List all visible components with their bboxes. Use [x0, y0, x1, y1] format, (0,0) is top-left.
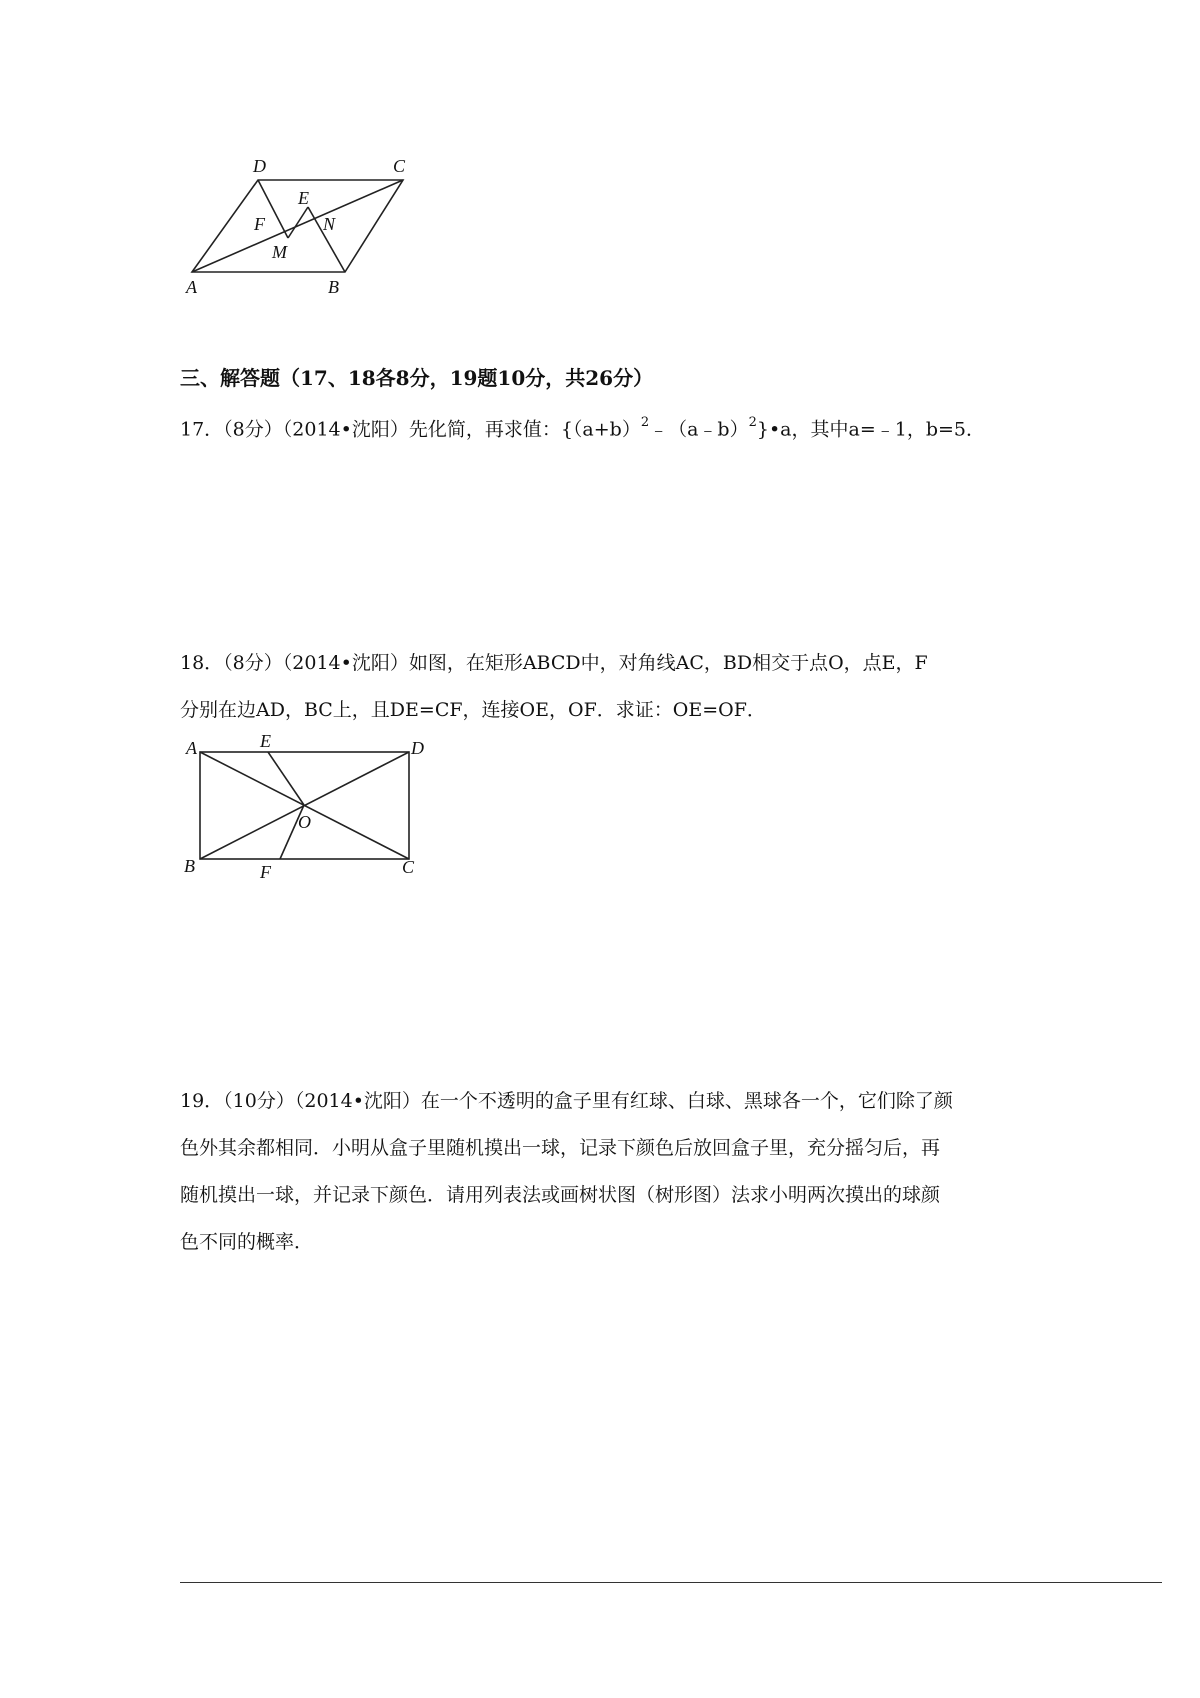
- label-b: B: [328, 277, 339, 297]
- q19-line-4: 色不同的概率．: [180, 1231, 314, 1253]
- q17-exponent-1: 2: [640, 415, 650, 430]
- label-a: A: [186, 277, 197, 297]
- section-title: 三、解答题（17、18各8分，19题10分，共26分）: [180, 366, 654, 390]
- label-m: M: [272, 242, 287, 262]
- label-c: C: [393, 156, 406, 176]
- parallelogram-diagram: [180, 150, 420, 300]
- q17-exponent-2: 2: [748, 415, 757, 430]
- label-d: D: [411, 738, 424, 758]
- rectangle-diagram: [180, 732, 430, 882]
- label-c: C: [402, 857, 415, 877]
- q19-line-2: 色外其余都相同．小明从盒子里随机摸出一球，记录下颜色后放回盒子里，充分摇匀后，再: [180, 1137, 941, 1159]
- q19-line-3: 随机摸出一球，并记录下颜色．请用列表法或画树状图（树形图）法求小明两次摸出的球颜: [180, 1184, 941, 1206]
- label-n: N: [323, 214, 336, 234]
- question-19: [180, 1078, 1040, 1266]
- q17-mid: ﹣（a﹣b）: [649, 418, 749, 441]
- label-a: A: [186, 738, 197, 758]
- label-f: F: [254, 214, 265, 234]
- q19-line-1: 19．（10分）（2014•沈阳）在一个不透明的盒子里有红球、白球、黑球各一个，它们除了颜: [180, 1090, 953, 1112]
- question-17: [180, 401, 1040, 453]
- label-e: E: [260, 732, 271, 751]
- label-d: D: [253, 156, 266, 176]
- parallelogram-figure: [180, 150, 420, 300]
- label-e: E: [298, 188, 309, 208]
- question-18: [180, 640, 1040, 734]
- segment-oe: [268, 752, 304, 805]
- label-o: O: [298, 812, 311, 832]
- label-f: F: [260, 862, 271, 882]
- q17-prefix: 17．（8分）（2014•沈阳）先化简，再求值：{（a+b）: [180, 418, 641, 441]
- label-b: B: [184, 856, 195, 876]
- q18-line-2: 分别在边AD，BC上，且DE=CF，连接OE，OF．求证：OE=OF．: [180, 699, 766, 721]
- q17-suffix: }•a，其中a=﹣1，b=5．: [756, 418, 986, 441]
- rectangle-figure: [180, 732, 430, 882]
- footer-divider: [180, 1582, 1162, 1583]
- q18-line-1: 18．（8分）（2014•沈阳）如图，在矩形ABCD中，对角线AC，BD相交于点O，点E，F: [180, 652, 928, 674]
